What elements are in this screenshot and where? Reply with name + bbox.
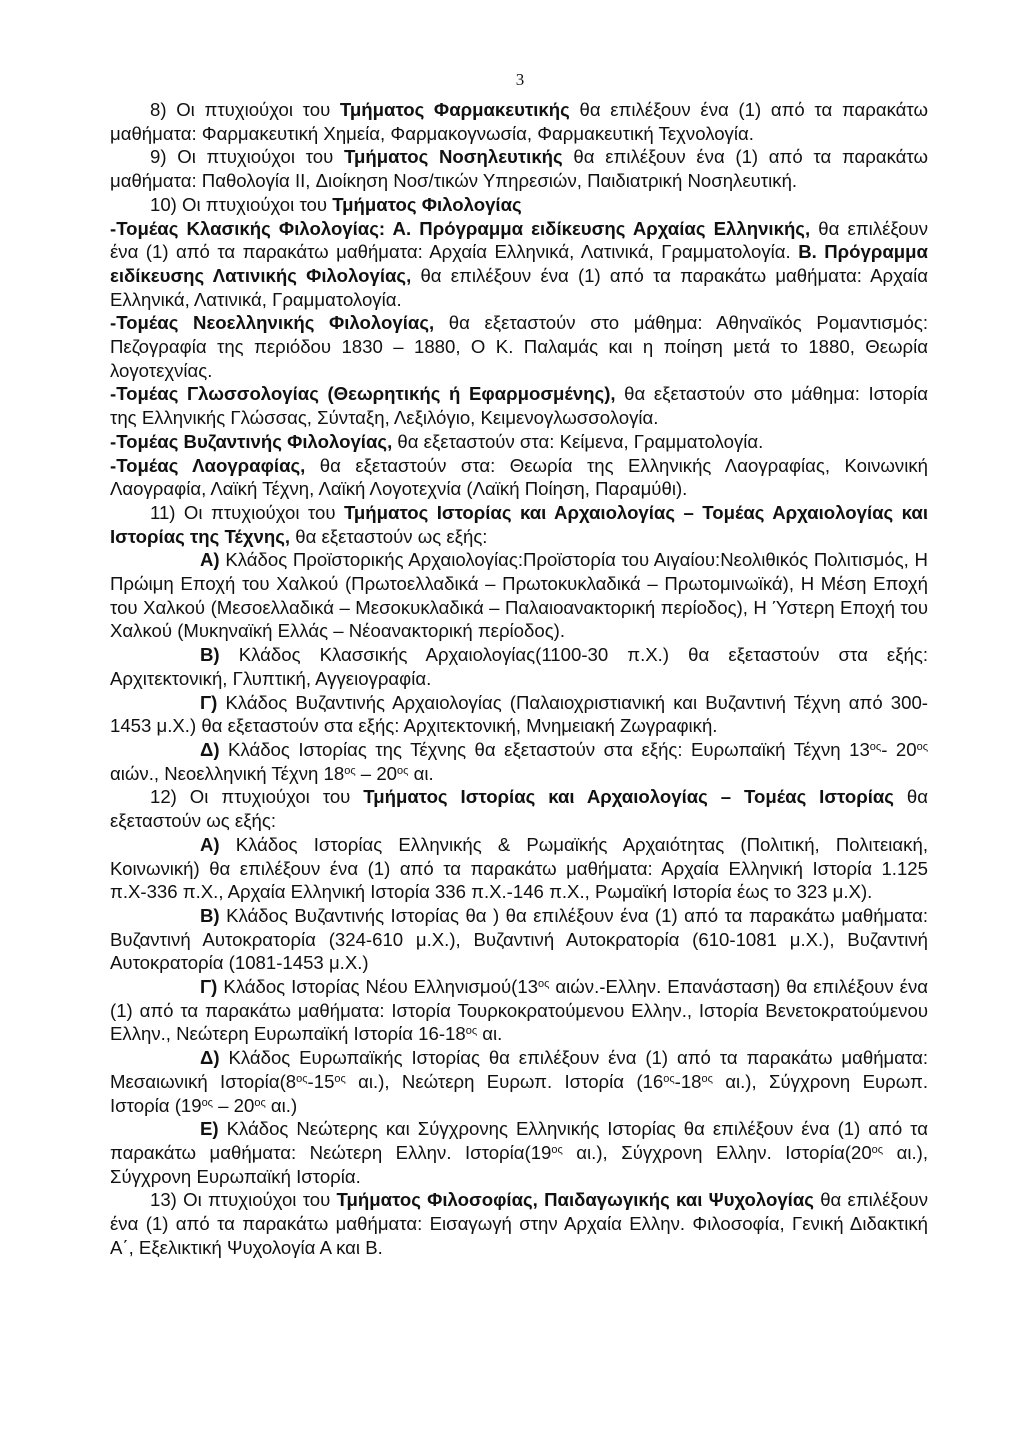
text-run: θα εξεταστούν στο μάθημα: Ιστορία της Ελληνικής Γλώσσας, Σύνταξη, Λεξιλόγιο, Κειμενογλωσσολογία. [110,383,928,429]
text-run: αι.) [265,1094,298,1116]
paragraph-p10a [110,217,928,312]
paragraph-p10c [110,382,928,429]
text-run: θα επιλέξουν ένα (1) από τα παρακάτω μαθήματα: Φαρμακευτική Χημεία, Φαρμακογνωσία, Φαρμακευτική Τεχνολογία. [110,99,929,144]
text-run: Κλάδος Βυζαντινής Ιστορίας θα ) θα επιλέξουν ένα (1) από τα παρακάτω μαθήματα: Βυζαντινή Αυτοκρατορία (324-610 μ.Χ.), Βυζαντινή Αυτοκρατορία (610-1081 μ.Χ.), Βυζαντινή Αυτοκρατορία (1081-1453 μ.Χ.) [110,904,928,974]
ordinal-suffix: ος [334,1072,346,1085]
text-run: θα επιλέξουν ένα (1) από τα παρακάτω μαθήματα: Αρχαία Ελληνικά, Λατινικά, Γραμματολογία. [110,264,928,310]
ordinal-suffix: ος [869,740,882,753]
text-run: – 20 [212,1094,255,1116]
paragraph-p12c [110,975,928,1046]
paragraph-p12 [110,785,928,832]
bold-text: -Τομέας Λαογραφίας, [110,454,306,476]
text-run: Κλάδος Νεώτερης και Σύγχρονης Ελληνικής Ιστορίας θα επιλέξουν ένα (1) από τα παρακάτω μαθήματα: Νεώτερη Ελλην. Ιστορία(19 [110,1118,928,1163]
text-run: θα εξεταστούν στα: Θεωρία της Ελληνικής Λαογραφίας, Κοινωνική Λαογραφία, Λαϊκή Τέχνη, Λαϊκή Λογοτεχνία (Λαϊκή Ποίηση, Παραμύθι). [110,454,928,500]
text-run: αι. [408,762,434,784]
ordinal-suffix: ος [871,1143,884,1156]
paragraph-p11 [110,501,928,548]
bold-text: Τμήματος Φιλοσοφίας, Παιδαγωγικής και Ψυχολογίας [336,1189,814,1211]
bold-text: -Τομέας Γλωσσολογίας (Θεωρητικής ή Εφαρμοσμένης), [110,383,616,405]
ordinal-suffix: ος [551,1143,563,1156]
text-run: 12) Οι πτυχιούχοι του [150,786,364,808]
paragraph-p11b [110,643,928,690]
text-run: θα επιλέξουν ένα (1) από τα παρακάτω μαθήματα: Παθολογία II, Διοίκηση Νοσ/τικών Υπηρεσιών, Παιδιατρική Νοσηλευτική. [110,146,929,192]
paragraph-p11c [110,691,928,738]
text-run: αιών.-Ελλην. Επανάσταση) θα επιλέξουν ένα (1) από τα παρακάτω μαθήματα: Ιστορία Τουρκοκρατούμενου Ελλην., Ιστορία Βενετοκρατούμενου Ελλην., Νεώτερη Ευρωπαϊκή Ιστορία 16-18 [110,976,929,1045]
bold-text: -Τομέας Βυζαντινής Φιλολογίας, [110,430,393,452]
bold-text: Β. Πρόγραμμα ειδίκευσης Λατινικής Φιλολογίας, [110,241,928,286]
ordinal-suffix: ος [916,740,928,753]
bold-text: Β) [200,644,220,666]
ordinal-suffix: ος [254,1096,266,1109]
ordinal-suffix: ος [397,764,409,777]
text-run: -18 [674,1070,702,1092]
text-run: αι.), Σύγχρονη Ευρωπαϊκή Ιστορία. [110,1141,928,1187]
text-run: Κλάδος Ευρωπαϊκής Ιστορίας θα επιλέξουν ένα (1) από τα παρακάτω μαθήματα: Μεσαιωνική Ιστορία(8 [110,1047,928,1092]
paragraph-p11a [110,548,928,643]
text-run: αι.), Νεώτερη Ευρωπ. Ιστορία (16 [345,1070,664,1092]
text-run: αι.), Σύγχρονη Ελλην. Ιστορία(20 [562,1141,872,1163]
page-number: 3 [515,70,525,89]
ordinal-suffix: ος [465,1025,478,1038]
text-run: αιών., Νεοελληνική Τέχνη 18 [110,762,345,784]
ordinal-suffix: ος [663,1072,675,1085]
bold-text: Ε) [200,1118,219,1140]
ordinal-suffix: ος [701,1072,713,1085]
document-body [110,98,928,1259]
paragraph-p10d [110,430,928,454]
bold-text: Β) [200,904,220,926]
text-run: 13) Οι πτυχιούχοι του [150,1189,337,1211]
bold-text: Δ) [200,1047,220,1069]
text-run: θα εξεταστούν ως εξής: [290,525,488,547]
paragraph-p12e [110,1117,928,1188]
paragraph-p8 [110,98,928,145]
text-run: 9) Οι πτυχιούχοι του [150,146,344,168]
paragraph-p10b [110,311,928,382]
bold-text: Γ) [200,976,218,998]
text-run: Κλάδος Κλασσικής Αρχαιολογίας(1100-30 π.Χ.) θα εξεταστούν στα εξής: Αρχιτεκτονική, Γλυπτική, Αγγειογραφία. [110,644,928,689]
paragraph-p12b [110,904,928,975]
text-run: θα επιλέξουν ένα (1) από τα παρακάτω μαθήματα: Αρχαία Ελληνικά, Λατινικά, Γραμματολογία. [110,217,928,263]
text-run: Κλάδος Προϊστορικής Αρχαιολογίας:Προϊστορία του Αιγαίου:Νεολιθικός Πολιτισμός, Η Πρώιμη Εποχή του Χαλκού (Πρωτοελλαδικά – Πρωτοκυκλαδικά – Πρωτομινωϊκά), Η Μέση Εποχή του Χαλκού (Μεσοελλαδικά – Μεσοκυκλαδικά – Παλαιοανακτορική περίοδος), Η Ύστερη Εποχή του Χαλκού (Μυκηναϊκή Ελλάς – Νέοανακτορική περίοδος). [110,549,928,642]
bold-text: Τμήματος Ιστορίας και Αρχαιολογίας – Τομέας Αρχαιολογίας και Ιστορίας της Τέχνης, [110,501,929,547]
bold-text: Τμήματος Φιλολογίας [332,193,522,215]
ordinal-suffix: ος [296,1072,308,1085]
text-run: αι.), Σύγχρονη Ευρωπ. Ιστορία (19 [110,1070,928,1116]
bold-text: Τμήματος Φαρμακευτικής [339,99,570,120]
ordinal-suffix: ος [538,978,550,991]
text-run: αι. [477,1023,503,1045]
paragraph-p12a [110,833,928,904]
text-run: θα εξεταστούν στα: Κείμενα, Γραμματολογία. [392,430,764,452]
bold-text: Τμήματος Νοσηλευτικής [343,146,563,168]
paragraph-p12d [110,1046,928,1117]
bold-text: Α) [200,549,220,571]
bold-text: Δ) [200,738,220,760]
paragraph-p9 [110,145,928,192]
text-run: - 20 [881,738,917,760]
paragraph-p10 [110,193,928,217]
bold-text: -Τομέας Κλασικής Φιλολογίας: Α. Πρόγραμμα ειδίκευσης Αρχαίας Ελληνικής, [110,217,811,239]
text-run: θα εξεταστούν ως εξής: [110,786,928,832]
text-run: 10) Οι πτυχιούχοι του [150,193,333,215]
paragraph-p13 [110,1188,928,1259]
ordinal-suffix: ος [344,764,356,777]
text-run: 11) Οι πτυχιούχοι του [150,501,344,523]
paragraph-p11d [110,738,928,785]
bold-text: Α) [200,833,220,855]
text-run: – 20 [355,762,397,784]
text-run: -15 [307,1070,335,1092]
text-run: θα επιλέξουν ένα (1) από τα παρακάτω μαθήματα: Εισαγωγή στην Αρχαία Ελλην. Φιλοσοφία, Γενική Διδακτική Α΄, Εξελικτική Ψυχολογία Α και Β. [110,1189,929,1258]
text-run: 8) Οι πτυχιούχοι του [150,99,340,120]
text-run: Κλάδος Ιστορίας της Τέχνης θα εξεταστούν στα εξής: Ευρωπαϊκή Τέχνη 13 [219,738,870,760]
text-run: θα εξεταστούν στο μάθημα: Αθηναϊκός Ρομαντισμός: Πεζογραφία της περιόδου 1830 – 1880, Ο Κ. Παλαμάς και η ποίηση μετά το 1880, Θεωρία λογοτεχνίας. [110,312,928,381]
bold-text: Τμήματος Ιστορίας και Αρχαιολογίας – Τομέας Ιστορίας [363,786,894,808]
ordinal-suffix: ος [201,1096,213,1109]
paragraph-p10e [110,454,928,501]
text-run: Κλάδος Ιστορίας Νέου Ελληνισμού(13 [217,976,539,998]
text-run: Κλάδος Βυζαντινής Αρχαιολογίας (Παλαιοχριστιανική και Βυζαντινή Τέχνη από 300-1453 μ.Χ.) θα εξεταστούν στα εξής: Αρχιτεκτονική, Μνημειακή Ζωγραφική. [110,691,928,737]
bold-text: Γ) [200,691,218,713]
text-run: Κλάδος Ιστορίας Ελληνικής & Ρωμαϊκής Αρχαιότητας (Πολιτική, Πολιτειακή, Κοινωνική) θα επιλέξουν ένα (1) από τα παρακάτω μαθήματα: Αρχαία Ελληνική Ιστορία 1.125 π.Χ-336 π.Χ., Αρχαία Ελληνική Ιστορία 336 π.Χ.-146 π.Χ., Ρωμαϊκή Ιστορία έως το 323 μ.Χ). [110,833,928,903]
bold-text: -Τομέας Νεοελληνικής Φιλολογίας, [110,312,435,334]
